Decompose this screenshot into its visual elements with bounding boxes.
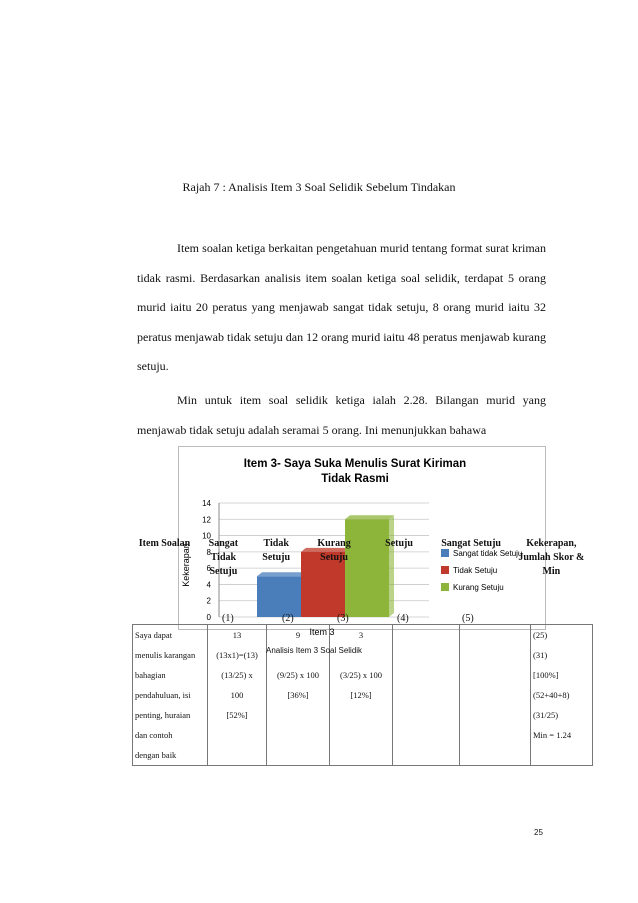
header-ts: Tidak Setuju	[262, 538, 291, 563]
cell-line: (9/25) x 100	[276, 670, 320, 680]
chart-title-line1: Item 3- Saya Suka Menulis Surat Kiriman	[243, 458, 467, 470]
cell-line: (13x1)=(13)	[216, 650, 258, 660]
header-s: Setuju	[385, 538, 413, 549]
header-ss: Sangat Setuju	[441, 538, 501, 549]
code-3: (3)	[337, 613, 349, 624]
y-tick-label: 8	[206, 547, 211, 557]
page-number: 25	[534, 828, 543, 837]
y-tick-label: 0	[206, 613, 211, 622]
cell-line: [12%]	[350, 690, 372, 700]
cell-line: (52+40+8)	[533, 690, 570, 700]
chart-title-line2: Tidak Rasmi	[321, 473, 389, 485]
code-4: (4)	[397, 613, 409, 624]
total-cell	[531, 625, 593, 766]
header-sts: Sangat Tidak Setuju	[208, 538, 239, 577]
cell-line: (31)	[533, 650, 548, 660]
item-cell	[133, 625, 208, 766]
item-line: bahagian	[135, 670, 166, 680]
y-tick-label: 10	[202, 531, 211, 541]
item-line: penting, huraian	[135, 710, 191, 720]
y-axis-label: Kekerapan	[181, 543, 191, 587]
cell-line: Min = 1.24	[533, 730, 572, 740]
legend-swatch	[441, 583, 449, 591]
x-axis-label: Item 3	[309, 627, 335, 637]
cell-line: 13	[232, 630, 242, 640]
cell-line: (13/25) x	[221, 670, 253, 680]
item-line: menulis karangan	[135, 650, 196, 660]
legend-label: Sangat tidak Setuju	[453, 549, 523, 558]
legend-label: Kurang Setuju	[453, 583, 504, 592]
analysis-table	[132, 624, 593, 766]
cell-line: [36%]	[287, 690, 309, 700]
cell-line: 3	[358, 630, 364, 640]
legend-label: Tidak Setuju	[453, 566, 498, 575]
cell-line: (3/25) x 100	[339, 670, 383, 680]
chart-bottom-caption: Analisis Item 3 Soal Selidik	[266, 646, 363, 655]
table-header	[132, 535, 593, 581]
ss-cell	[460, 625, 531, 766]
y-tick-label: 6	[206, 564, 211, 574]
cell-line: 9	[295, 630, 301, 640]
cell-line: (25)	[533, 630, 548, 640]
cell-line: [52%]	[226, 710, 248, 720]
cell-line: [100%]	[533, 670, 559, 680]
header-total: Kekerapan, Jumlah Skor & Min	[518, 538, 585, 577]
header-item: Item Soalan	[138, 538, 191, 549]
code-5: (5)	[462, 613, 474, 624]
item-line: Saya dapat	[135, 630, 173, 640]
bar-top	[345, 515, 394, 519]
s-cell	[393, 625, 460, 766]
y-tick-label: 14	[202, 499, 211, 508]
figure-caption: Rajah 7 : Analisis Item 3 Soal Selidik Sebelum Tindakan	[182, 180, 456, 194]
cell-line: 100	[230, 690, 244, 700]
y-tick-label: 2	[206, 596, 211, 606]
paragraph-1: Item soalan ketiga berkaitan pengetahuan murid tentang format surat kriman tidak rasmi. Berdasarkan analisis item soalan ketiga soal selidik, terdapat 5 orang murid iaitu 20 peratus yang menjawab sangat tidak setuju, 8 orang murid iaitu 32 peratus menjawab tidak setuju dan 12 orang murid iaitu 48 peratus menjawab kurang setuju.	[137, 241, 546, 373]
item-line: pendahuluan, isi	[135, 690, 191, 700]
bar-sangat-tidak-setuju	[257, 576, 301, 617]
item-line: dengan baik	[135, 750, 177, 760]
y-tick-label: 4	[206, 580, 211, 590]
y-tick-label: 12	[202, 515, 211, 525]
header-ks: Kurang Setuju	[317, 538, 351, 563]
code-1: (1)	[222, 613, 234, 624]
table-row	[133, 625, 593, 766]
paragraph-2: Min untuk item soal selidik ketiga ialah 2.28. Bilangan murid yang menjawab tidak setuju adalah seramai 5 orang. Ini menunjukkan bahawa	[137, 393, 546, 437]
cell-line: (31/25)	[533, 710, 559, 720]
code-2: (2)	[282, 613, 294, 624]
item-line: dan contoh	[135, 730, 173, 740]
sts-cell	[208, 625, 267, 766]
